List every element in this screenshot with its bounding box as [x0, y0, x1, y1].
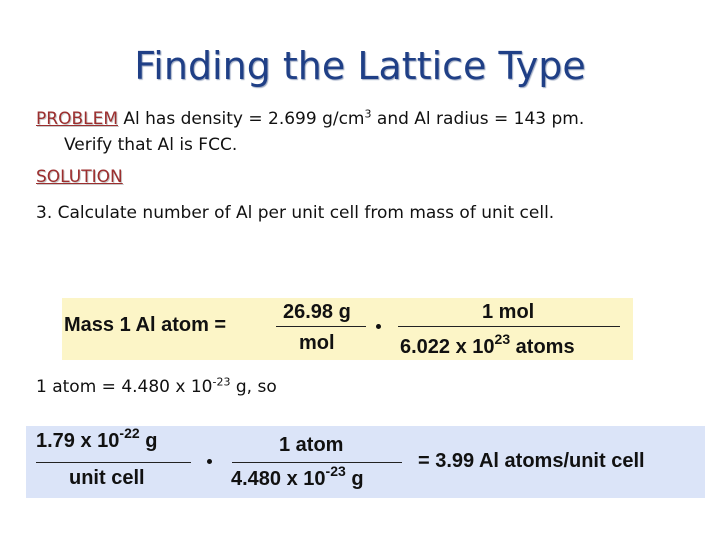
eq1-frac2-bar: [398, 326, 620, 327]
result-sup: -23: [212, 375, 231, 389]
eq2-frac2-den-base: 4.480 x 10: [231, 468, 326, 490]
eq1-frac2-den-base: 6.022 x 10: [400, 336, 495, 358]
eq2-frac2-den-unit: g: [345, 468, 364, 490]
problem-text-2: and Al radius = 143 pm.: [371, 109, 585, 129]
eq2-frac2-num: 1 atom: [279, 434, 344, 456]
eq1-multiply-dot: [376, 324, 381, 329]
problem-label: PROBLEM: [36, 109, 118, 129]
eq2-frac2-den-exp: -23: [325, 463, 346, 479]
eq1-lhs: Mass 1 Al atom =: [64, 314, 227, 336]
eq2-frac1-num-exp: -22: [119, 425, 140, 441]
eq1-frac1-den: mol: [299, 332, 335, 354]
result-line: [36, 376, 277, 398]
problem-text-1: Al has density = 2.699 g/cm: [123, 109, 365, 129]
solution-step: 3. Calculate number of Al per unit cell from mass of unit cell.: [36, 203, 555, 223]
eq1-frac2-num: 1 mol: [482, 301, 535, 323]
slide-title: Finding the Lattice Type: [134, 44, 586, 88]
problem-line-2: Verify that Al is FCC.: [64, 135, 238, 155]
problem-line-1: [36, 108, 584, 130]
eq2-frac1-num-unit: g: [139, 430, 158, 452]
eq2-result: = 3.99 Al atoms/unit cell: [418, 450, 645, 472]
eq2-frac1-bar: [36, 462, 191, 463]
eq2-multiply-dot: [207, 459, 212, 464]
eq2-frac1-den: unit cell: [69, 467, 145, 489]
equation-box-1: [62, 298, 633, 360]
eq1-frac2-den-unit: atoms: [510, 336, 575, 358]
problem-sup: 3: [364, 107, 372, 121]
result-text: 1 atom = 4.480 x 10: [36, 377, 213, 397]
eq1-frac1-num: 26.98 g: [283, 301, 351, 323]
eq2-frac1-num-base: 1.79 x 10: [36, 430, 120, 452]
solution-label: SOLUTION: [36, 167, 123, 187]
eq2-frac1-num: [36, 425, 158, 453]
eq2-frac2-bar: [232, 462, 402, 463]
eq1-frac2-den-exp: 23: [494, 331, 511, 347]
result-unit: g, so: [230, 377, 277, 397]
eq2-frac2-den: [231, 463, 364, 491]
eq1-frac1-bar: [276, 326, 366, 327]
equation-box-2: [26, 426, 705, 498]
eq1-frac2-den: [400, 331, 575, 359]
